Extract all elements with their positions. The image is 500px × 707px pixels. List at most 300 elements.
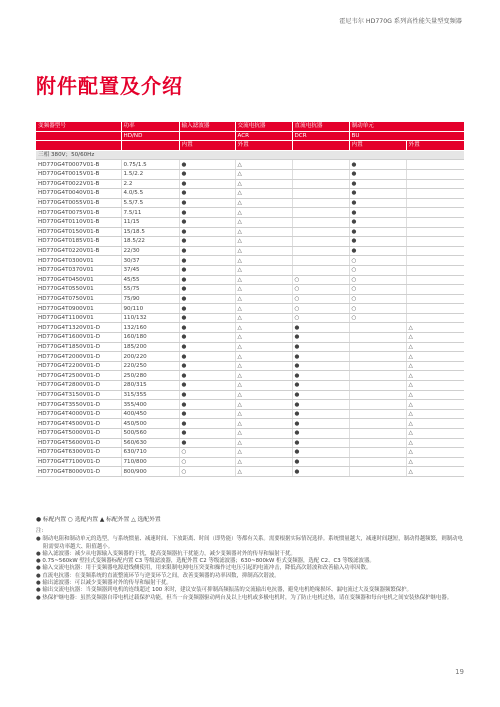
option-cell [292,160,349,170]
option-cell: ● [179,265,235,275]
option-cell: ● [292,381,349,391]
option-cell: △ [406,438,464,448]
option-cell: △ [235,217,292,227]
power-cell: 355/400 [121,400,179,410]
model-cell: HD770G4T4500V01-D [36,419,121,429]
option-cell: ● [179,371,235,381]
option-cell [349,323,406,333]
option-cell [349,467,406,477]
model-cell: HD770G4T0300V01 [36,256,121,266]
option-cell: △ [406,361,464,371]
option-cell: △ [235,304,292,314]
option-cell [406,160,464,170]
option-cell [349,438,406,448]
option-cell: ○ [179,457,235,467]
option-cell: △ [235,256,292,266]
option-cell: ● [179,381,235,391]
note-item: ● 输出滤波器：可以减少变频器对外的传导和辐射干扰。 [36,580,172,587]
option-cell [349,361,406,371]
table-row [36,217,464,227]
power-cell: 400/450 [121,409,179,419]
page-number: 19 [455,668,464,676]
option-cell: ● [292,361,349,371]
table-row [36,390,464,400]
option-cell: △ [235,419,292,429]
col-subheader-builtin: 内置 [179,141,235,151]
col-subheader-bu: BU [349,131,464,141]
table-header-row-1 [36,122,464,131]
option-cell: △ [235,361,292,371]
voltage-group-label: 三相 380V；50/60Hz [36,150,464,160]
option-cell: ● [349,198,406,208]
option-cell [292,217,349,227]
option-cell: △ [235,246,292,256]
power-cell: 55/75 [121,285,179,295]
option-cell: △ [235,390,292,400]
option-cell: △ [406,323,464,333]
option-cell: △ [235,467,292,477]
power-cell: 450/500 [121,419,179,429]
table-row [36,285,464,295]
option-cell [349,457,406,467]
table-row [36,189,464,199]
table-row [36,467,464,477]
option-cell: △ [406,352,464,362]
option-cell: △ [235,189,292,199]
model-cell: HD770G4T1100V01 [36,313,121,323]
option-cell: △ [235,429,292,439]
option-cell: ● [292,371,349,381]
table-row [36,361,464,371]
option-cell: △ [235,457,292,467]
option-cell: △ [235,381,292,391]
option-cell: △ [235,160,292,170]
option-cell: ● [179,390,235,400]
table-row [36,409,464,419]
table-row [36,246,464,256]
option-cell [349,381,406,391]
option-cell [406,256,464,266]
option-cell: ● [292,448,349,458]
option-cell: ● [292,467,349,477]
option-cell [292,265,349,275]
note-item: ● 0.75~560kW 壁挂式变频器标配内置 C3 等级滤波器，选配外置 C2 等级滤波器；630~800kW 柜式变频器，选配 C2、C3 等级滤波器。 [36,558,375,565]
option-cell: ○ [349,313,406,323]
model-cell: HD770G4T0220V01-B [36,246,121,256]
option-cell: ● [292,333,349,343]
option-cell: ● [179,179,235,189]
option-cell: ● [179,189,235,199]
option-cell: △ [235,448,292,458]
table-row [36,333,464,343]
page-title: 附件配置及介绍 [36,74,183,98]
note-item: ● 输入交流电抗器：用于变频器电源进线侧使用，用来限制电网电压突变和操作过电压引起的电流冲击，降低高次谐波和改善输入功率因数。 [36,565,372,572]
option-cell: △ [235,237,292,247]
table-row [36,227,464,237]
option-cell: △ [235,313,292,323]
option-cell: ○ [292,313,349,323]
option-cell: ● [179,198,235,208]
model-cell: HD770G4T7100V01-D [36,457,121,467]
option-cell: ● [179,429,235,439]
table-row [36,169,464,179]
option-cell [349,400,406,410]
header-blank [179,131,235,141]
power-cell: 220/250 [121,361,179,371]
power-cell: 22/30 [121,246,179,256]
option-cell: ○ [292,294,349,304]
table-row [36,198,464,208]
option-cell: ○ [179,448,235,458]
option-cell [406,208,464,218]
option-cell: ● [179,304,235,314]
model-cell: HD770G4T0055V01-B [36,198,121,208]
power-cell: 185/200 [121,342,179,352]
option-cell [349,448,406,458]
power-cell: 2.2 [121,179,179,189]
table-row [36,256,464,266]
option-cell: △ [406,457,464,467]
option-cell: ○ [349,265,406,275]
table-header-row-2 [36,131,464,141]
option-cell [349,371,406,381]
table-row [36,179,464,189]
option-cell: ● [179,323,235,333]
col-subheader-dcr: DCR [292,131,349,141]
power-cell: 710/800 [121,457,179,467]
col-subheader-hd-nd: HD/ND [121,131,179,141]
option-cell [292,198,349,208]
option-cell [349,419,406,429]
option-cell: ● [179,160,235,170]
table-group-row [36,150,464,160]
model-cell: HD770G4T2800V01-D [36,381,121,391]
header-blank [292,141,349,151]
table-row [36,400,464,410]
option-cell: △ [235,323,292,333]
model-cell: HD770G4T0015V01-B [36,169,121,179]
option-cell [349,409,406,419]
table-row [36,381,464,391]
table-row [36,457,464,467]
power-cell: 90/110 [121,304,179,314]
option-cell: △ [235,179,292,189]
option-cell: △ [406,333,464,343]
option-cell [406,189,464,199]
model-cell: HD770G4T3550V01-D [36,400,121,410]
option-cell: ● [179,333,235,343]
note-item: ● 直流电抗器：在变频系统的直流整流环节与逆变环节之间，改善变频器的功率因数，抑制高次谐波。 [36,572,280,579]
model-cell: HD770G4T1320V01-D [36,323,121,333]
option-cell [406,237,464,247]
document-header: 霍尼韦尔 HD770G 系列高性能矢量型变频器 [339,18,462,25]
model-cell: HD770G4T8000V01-D [36,467,121,477]
power-cell: 75/90 [121,294,179,304]
option-cell: ● [179,409,235,419]
model-cell: HD770G4T0022V01-B [36,179,121,189]
option-cell: ○ [349,275,406,285]
model-cell: HD770G4T6300V01-D [36,448,121,458]
option-cell: ● [292,342,349,352]
option-cell: ● [179,275,235,285]
power-cell: 11/15 [121,217,179,227]
col-header-dc-reactor: 直流电抗器 [292,122,349,131]
model-cell: HD770G4T0370V01 [36,265,121,275]
option-cell: ● [179,342,235,352]
note-item: ● 制动电阻和制动单元的选型，与系统惯量、减速时间、下放距离、时间（即势能）等都有关系。需要根据实际情况选择。系统惯量越大，减速时间越短，制动得越频繁，则制动电阻需要功率越大、阻值越小。 [36,536,463,550]
option-cell: ● [179,313,235,323]
option-cell [349,352,406,362]
option-cell: △ [235,285,292,295]
option-cell: ● [349,237,406,247]
col-subheader-external: 外置 [235,141,292,151]
power-cell: 132/160 [121,323,179,333]
accessory-config-table [36,122,464,477]
option-cell: ○ [349,304,406,314]
power-cell: 30/37 [121,256,179,266]
power-cell: 5.5/7.5 [121,198,179,208]
power-cell: 110/132 [121,313,179,323]
model-cell: HD770G4T2500V01-D [36,371,121,381]
power-cell: 315/355 [121,390,179,400]
model-cell: HD770G4T0900V01 [36,304,121,314]
option-cell: ● [179,285,235,295]
model-cell: HD770G4T5600V01-D [36,438,121,448]
col-header-model: 变频器型号 [36,122,121,131]
power-cell: 560/630 [121,438,179,448]
power-cell: 200/220 [121,352,179,362]
symbol-legend: ● 标配内置 ○ 选配内置 ▲ 标配外置 △ 选配外置 [36,517,161,523]
option-cell: ● [292,409,349,419]
power-cell: 500/560 [121,429,179,439]
option-cell [406,169,464,179]
option-cell: ● [179,352,235,362]
table-row [36,208,464,218]
option-cell: △ [235,342,292,352]
option-cell: ● [179,227,235,237]
option-cell [406,217,464,227]
table-row [36,371,464,381]
model-cell: HD770G4T0185V01-B [36,237,121,247]
option-cell [406,275,464,285]
option-cell: ● [292,419,349,429]
model-cell: HD770G4T1850V01-D [36,342,121,352]
option-cell: ● [292,390,349,400]
option-cell [406,313,464,323]
option-cell: △ [406,390,464,400]
table-header-row-3 [36,141,464,151]
col-header-brake-unit: 制动单元 [349,122,464,131]
notes-section [36,528,468,602]
power-cell: 1.5/2.2 [121,169,179,179]
power-cell: 250/280 [121,371,179,381]
option-cell: ● [179,419,235,429]
option-cell: ● [349,227,406,237]
option-cell [292,227,349,237]
option-cell: △ [235,438,292,448]
power-cell: 630/710 [121,448,179,458]
model-cell: HD770G4T1600V01-D [36,333,121,343]
power-cell: 160/180 [121,333,179,343]
option-cell: △ [235,275,292,285]
option-cell: ● [349,246,406,256]
model-cell: HD770G4T4000V01-D [36,409,121,419]
notes-title: 注: [36,528,44,534]
option-cell: △ [406,409,464,419]
option-cell [292,208,349,218]
power-cell: 18.5/22 [121,237,179,247]
power-cell: 280/315 [121,381,179,391]
col-header-ac-reactor: 交流电抗器 [235,122,292,131]
option-cell: ● [349,208,406,218]
option-cell: △ [235,371,292,381]
col-header-power: 功率 [121,122,179,131]
option-cell: ○ [292,285,349,295]
option-cell: △ [406,467,464,477]
option-cell: ● [179,438,235,448]
option-cell: ● [292,438,349,448]
option-cell: △ [406,400,464,410]
model-cell: HD770G4T5000V01-D [36,429,121,439]
option-cell [406,285,464,295]
option-cell: △ [235,294,292,304]
option-cell [292,189,349,199]
option-cell [349,390,406,400]
col-header-input-filter: 输入滤波器 [179,122,235,131]
option-cell: △ [235,400,292,410]
option-cell: △ [235,198,292,208]
option-cell: △ [235,227,292,237]
option-cell: ● [179,237,235,247]
option-cell: ● [179,256,235,266]
power-cell: 45/55 [121,275,179,285]
header-blank [36,131,121,141]
table-row [36,419,464,429]
model-cell: HD770G4T0750V01 [36,294,121,304]
table-row [36,429,464,439]
option-cell: △ [235,409,292,419]
model-cell: HD770G4T0110V01-B [36,217,121,227]
model-cell: HD770G4T0450V01 [36,275,121,285]
model-cell: HD770G4T2200V01-D [36,361,121,371]
model-cell: HD770G4T0550V01 [36,285,121,295]
power-cell: 15/18.5 [121,227,179,237]
option-cell [406,294,464,304]
option-cell: ● [349,217,406,227]
col-subheader-builtin: 内置 [349,141,406,151]
model-cell: HD770G4T0007V01-B [36,160,121,170]
table-row [36,237,464,247]
option-cell: ● [292,457,349,467]
option-cell [349,333,406,343]
option-cell: ○ [349,256,406,266]
option-cell [406,304,464,314]
option-cell [349,429,406,439]
option-cell: ● [292,352,349,362]
option-cell [406,179,464,189]
power-cell: 37/45 [121,265,179,275]
option-cell [349,342,406,352]
header-blank [121,141,179,151]
option-cell: △ [406,448,464,458]
table-row [36,275,464,285]
option-cell: ○ [179,467,235,477]
option-cell: △ [406,381,464,391]
table-row [36,294,464,304]
power-cell: 7.5/11 [121,208,179,218]
model-cell: HD770G4T0040V01-B [36,189,121,199]
option-cell: ● [179,294,235,304]
power-cell: 0.75/1.5 [121,160,179,170]
table-row [36,265,464,275]
option-cell: ● [179,246,235,256]
note-item: ● 热保护继电器：虽然变频器自带电机过载保护功能，但当一台变频器驱动两台及以上电机或多极电机时，为了防止电机过热，请在变频器和每台电机之间安装热保护继电器。 [36,594,453,601]
option-cell [292,246,349,256]
option-cell: △ [406,419,464,429]
model-cell: HD770G4T0150V01-B [36,227,121,237]
option-cell: ● [179,169,235,179]
option-cell: ● [179,361,235,371]
header-blank [36,141,121,151]
table-row [36,313,464,323]
table-row [36,342,464,352]
col-subheader-acr: ACR [235,131,292,141]
table-row [36,160,464,170]
option-cell: ● [349,179,406,189]
power-cell: 4.0/5.5 [121,189,179,199]
option-cell: ○ [349,294,406,304]
table-row [36,352,464,362]
table-row [36,448,464,458]
option-cell: ● [292,323,349,333]
table-row [36,304,464,314]
option-cell: ● [349,160,406,170]
option-cell: △ [235,169,292,179]
model-cell: HD770G4T2000V01-D [36,352,121,362]
option-cell [406,198,464,208]
option-cell [292,169,349,179]
option-cell [406,246,464,256]
option-cell: ● [292,429,349,439]
option-cell: ○ [349,285,406,295]
option-cell: △ [235,352,292,362]
col-subheader-external: 外置 [406,141,464,151]
option-cell: ● [179,208,235,218]
option-cell [292,256,349,266]
power-cell: 800/900 [121,467,179,477]
option-cell: △ [235,208,292,218]
option-cell [292,179,349,189]
option-cell: ● [179,400,235,410]
option-cell: ○ [292,304,349,314]
option-cell: △ [235,265,292,275]
model-cell: HD770G4T0075V01-B [36,208,121,218]
option-cell: △ [406,371,464,381]
table-row [36,323,464,333]
option-cell: ● [179,217,235,227]
note-item: ● 输入滤波器：减少从电源输入变频器的干扰，提高变频器抗干扰能力，减少变频器对外的传导和辐射干扰。 [36,550,296,557]
option-cell [406,227,464,237]
option-cell [292,237,349,247]
option-cell: △ [406,429,464,439]
table-row [36,438,464,448]
option-cell: △ [235,333,292,343]
option-cell: ● [349,189,406,199]
option-cell: ○ [292,275,349,285]
model-cell: HD770G4T3150V01-D [36,390,121,400]
note-item: ● 输出交流电抗器：当变频器到电机的连线超过 100 米时，建议安装可抑制高频振荡的交流输出电抗器，避免电机绝缘损坏、漏电流过大及变频器频繁保护。 [36,587,412,594]
option-cell: △ [406,342,464,352]
